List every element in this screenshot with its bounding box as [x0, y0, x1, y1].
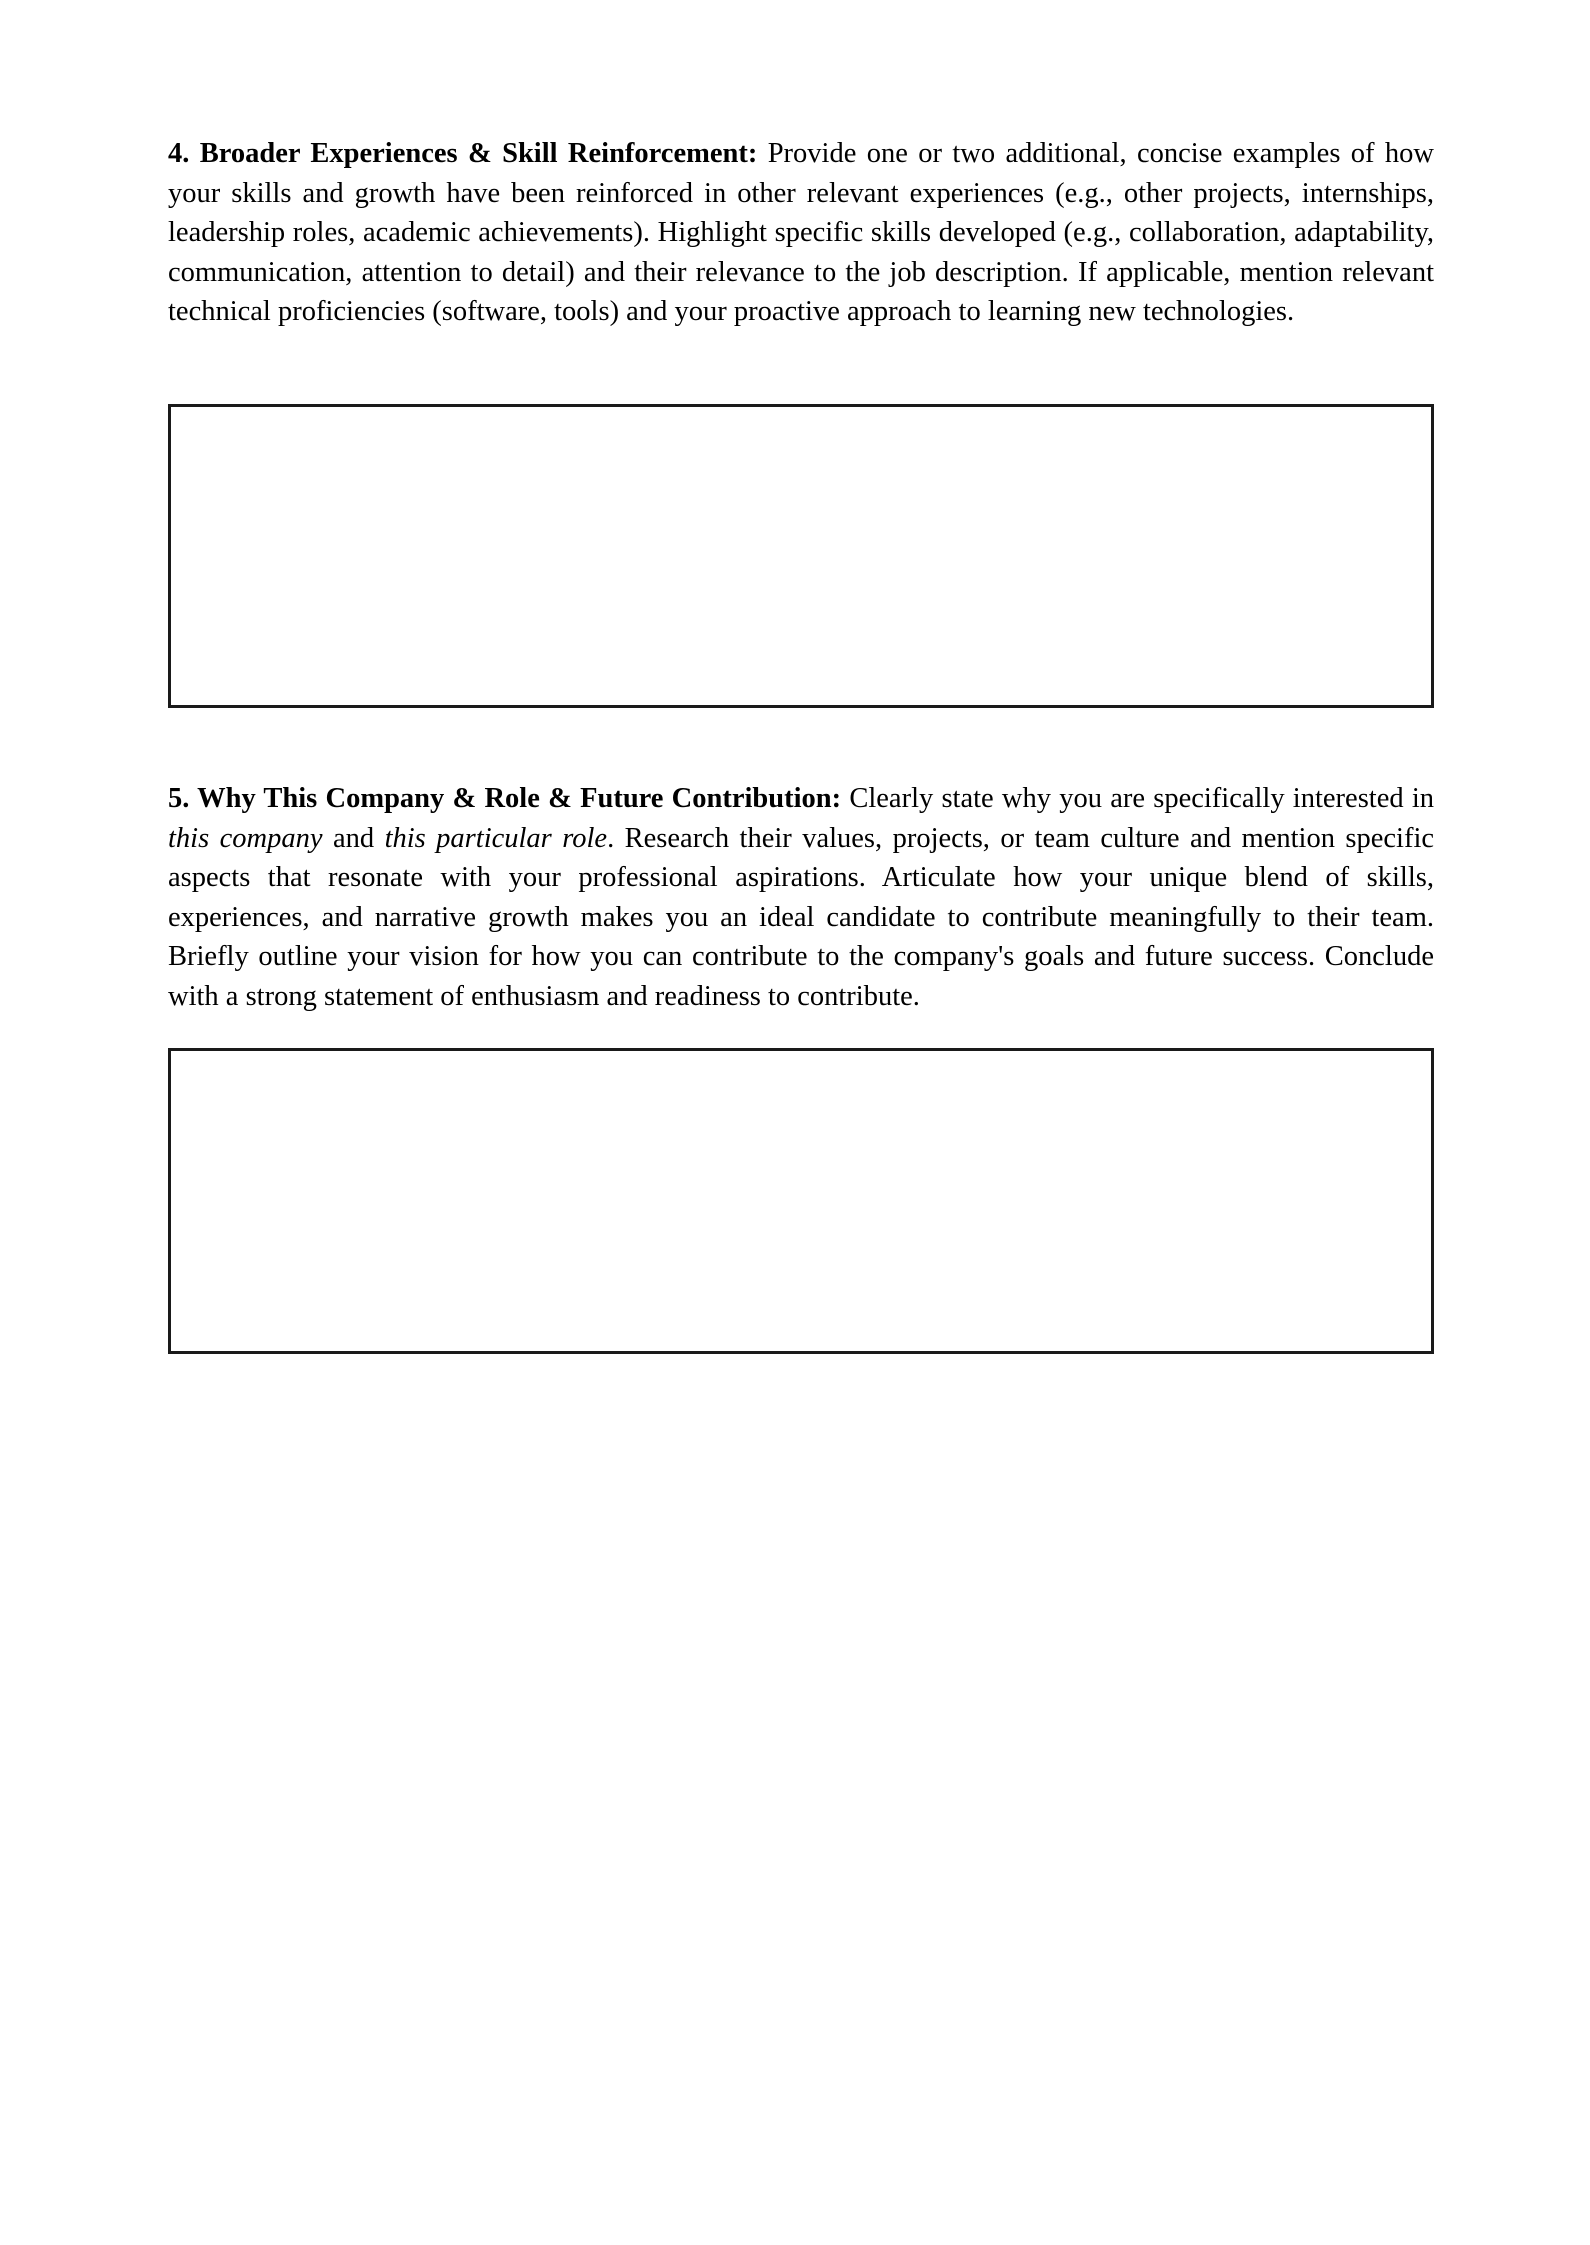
section-5-italic-company: this company: [168, 822, 323, 854]
section-4-prompt: [168, 134, 1434, 332]
section-4-body: Provide one or two additional, concise examples of how your skills and growth have been reinforced in other relevant experiences (e.g., other projects, internships, leadership roles, academic achievements). Highlight specific skills developed (e.g., collaboration, adaptability, communication, attention to detail) and their relevance to the job description. If applicable, mention relevant technical proficiencies (software, tools) and your proactive approach to learning new technologies.: [168, 138, 1434, 327]
section-5-answer-box[interactable]: [168, 1048, 1434, 1354]
section-5-italic-role: this particular role: [384, 822, 608, 854]
section-5-body-part-2: and: [322, 822, 385, 854]
section-5-body-part-3: . Research their values, projects, or team culture and mention specific aspects that resonate with your professional aspirations. Articulate how your unique blend of skills, experiences, and narrative growth makes you an ideal candidate to contribute meaningfully to their team. Briefly outline your vision for how you can contribute to the company's goals and future success. Conclude with a strong statement of enthusiasm and readiness to contribute.: [168, 822, 1435, 1012]
section-4-answer-box[interactable]: [168, 404, 1434, 708]
section-4-heading: 4. Broader Experiences & Skill Reinforcement:: [168, 138, 758, 169]
section-5-body-part-1: Clearly state why you are specifically interested in: [841, 783, 1434, 814]
section-5-heading: 5. Why This Company & Role & Future Contribution:: [168, 783, 842, 814]
section-5-prompt: [168, 779, 1434, 1016]
